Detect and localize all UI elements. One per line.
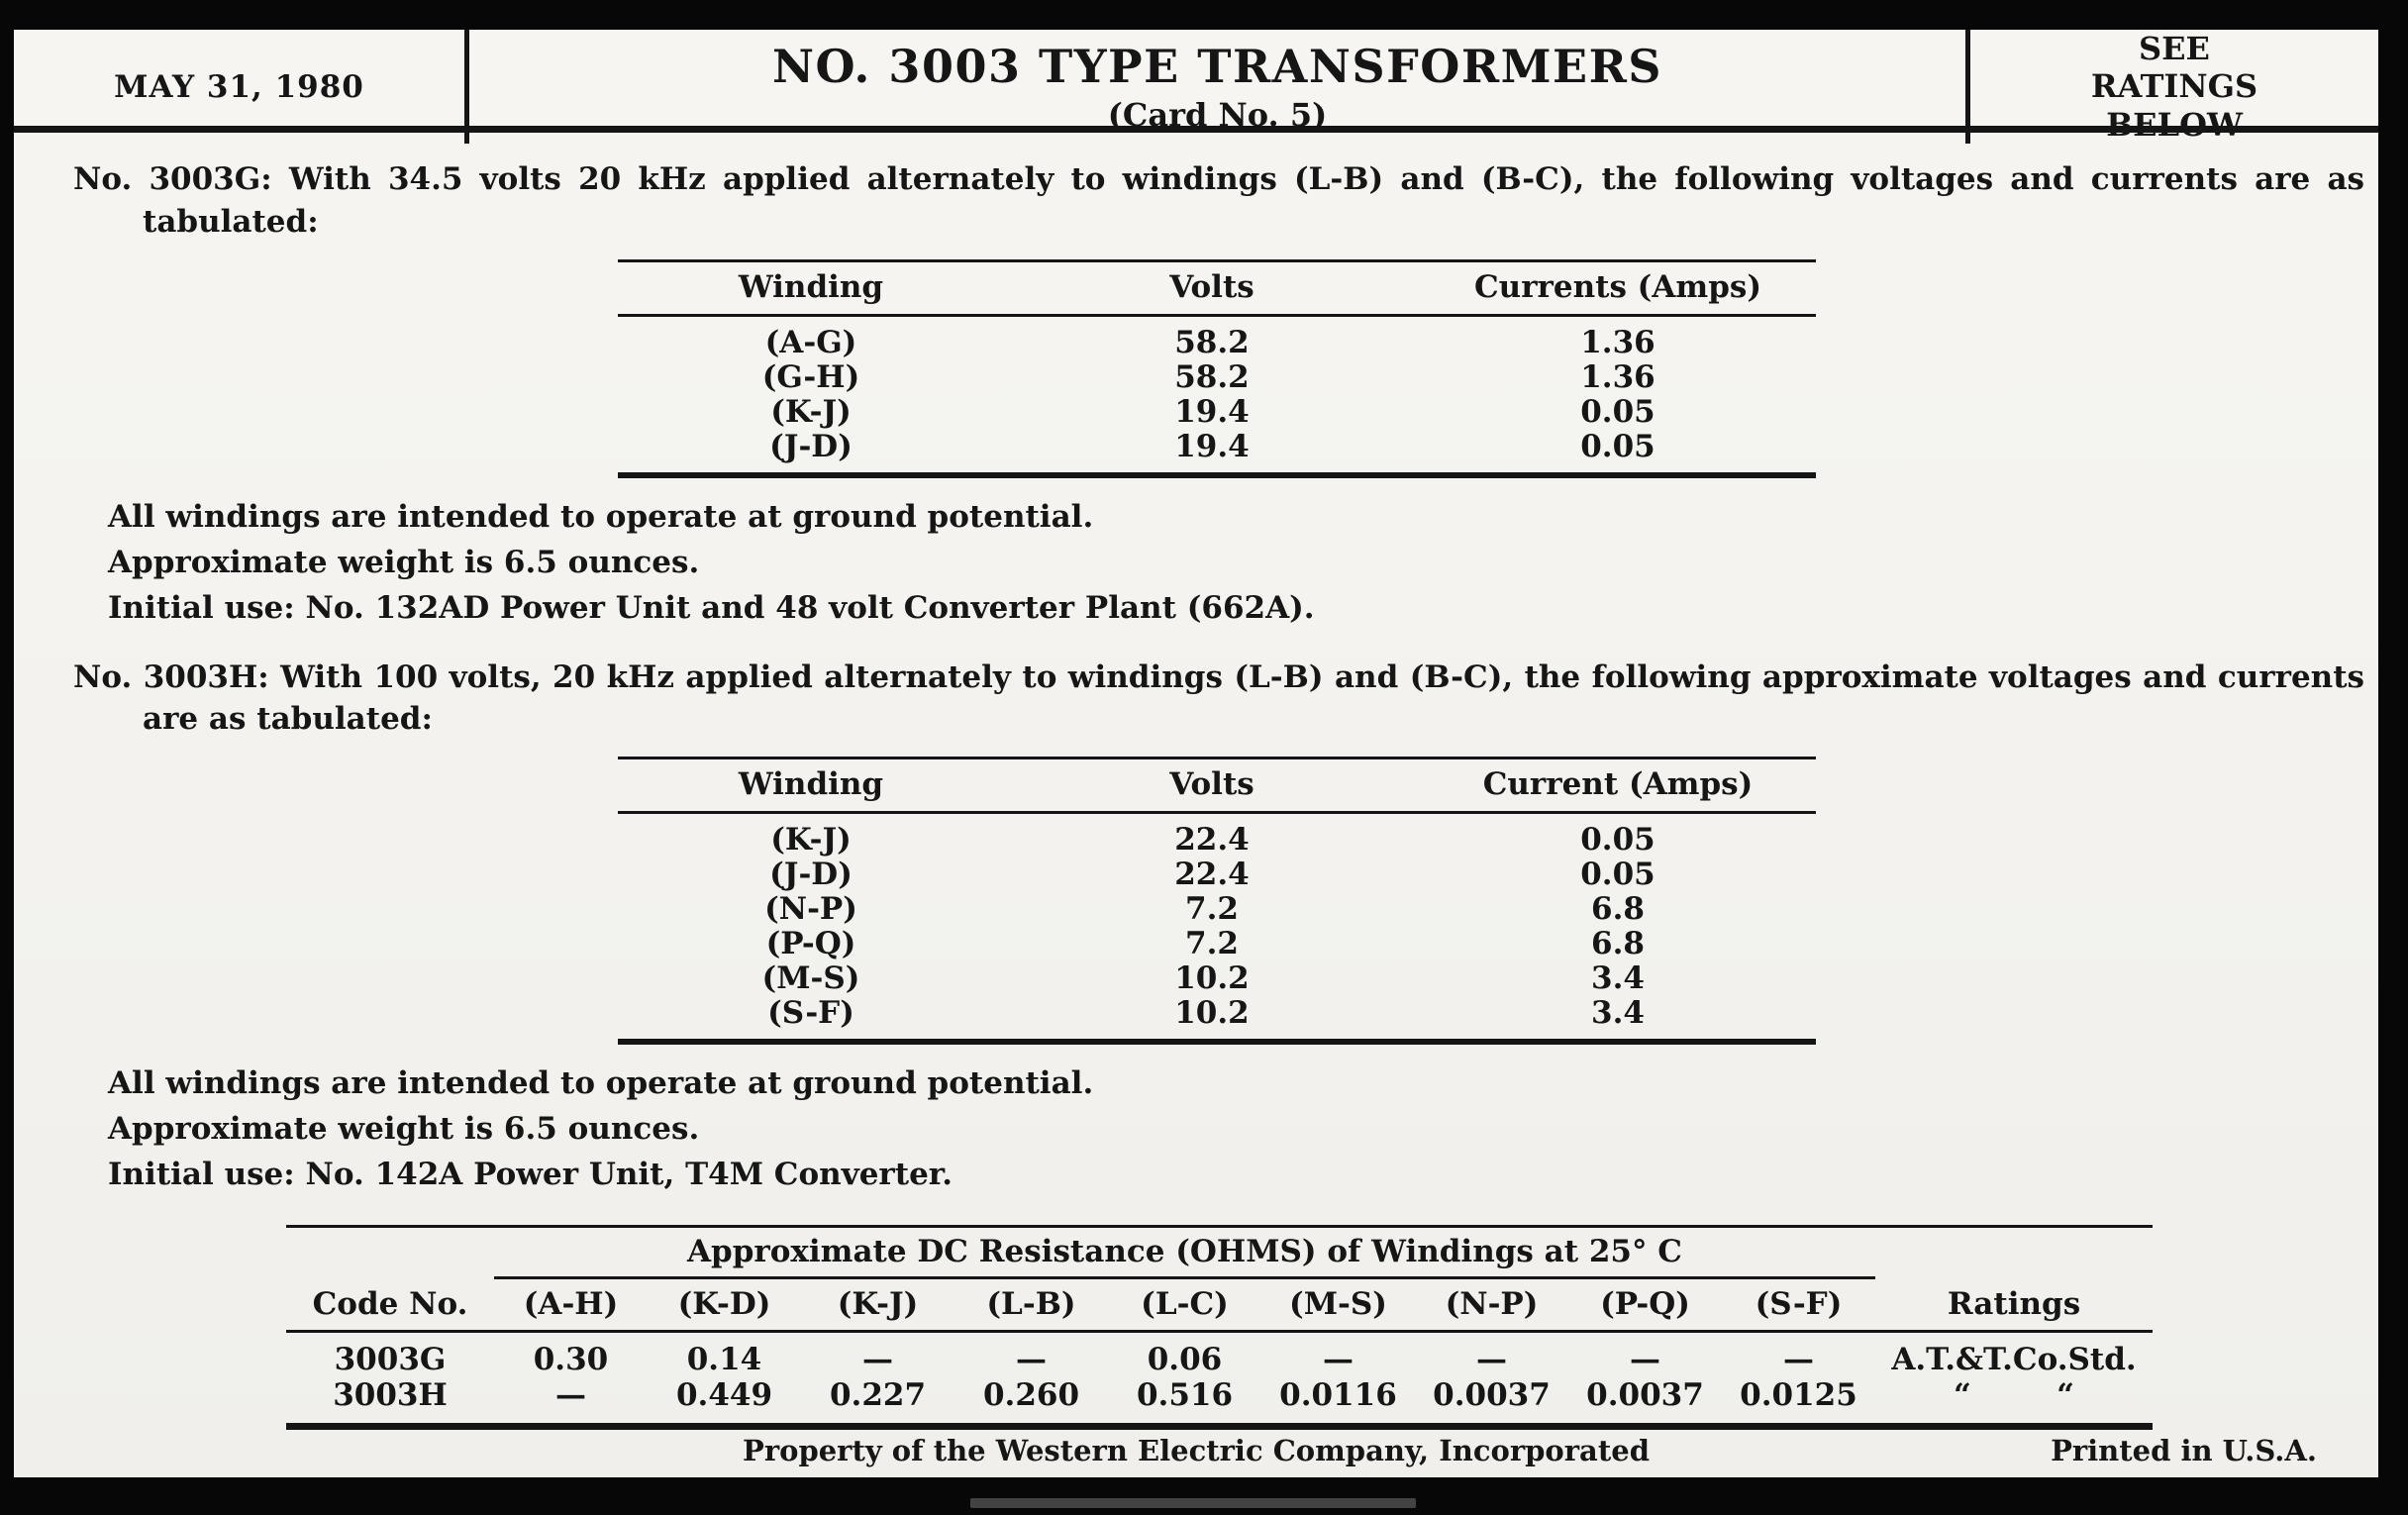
table-cell: 0.0116 <box>1279 1377 1397 1414</box>
table-cell: 1.36 <box>1580 358 1656 395</box>
ratings-note: SEE RATINGS BELOW <box>2090 30 2258 144</box>
column-header-winding: (A-H) <box>523 1286 619 1323</box>
table-row <box>618 927 1816 961</box>
column-header-winding: (P-Q) <box>1600 1286 1690 1323</box>
table-body <box>618 814 1816 1039</box>
card-number: (Card No. 5) <box>1107 96 1328 135</box>
table-body <box>286 1333 2153 1423</box>
table-header-row <box>618 759 1816 814</box>
table-row <box>618 360 1816 395</box>
ratings-note-cell <box>1970 30 2378 144</box>
table-cell: (P-Q) <box>765 926 856 962</box>
resistance-table-title-row <box>286 1228 2153 1279</box>
column-header-winding: (N-P) <box>1445 1286 1539 1323</box>
column-header-winding: (K-D) <box>677 1286 771 1323</box>
column-header-winding: (K-J) <box>837 1286 919 1323</box>
table-cell: (A-G) <box>764 324 857 360</box>
column-header-ratings: Ratings <box>1947 1286 2081 1323</box>
voltage-table-3003h <box>618 757 1816 1045</box>
page-title: NO. 3003 TYPE TRANSFORMERS <box>771 40 1663 94</box>
table-cell: (K-J) <box>770 822 852 858</box>
code-cell: 3003H <box>333 1377 448 1414</box>
table-cell: 22.4 <box>1174 822 1250 858</box>
section-3003g-intro: No. 3003G: With 34.5 volts 20 kHz applied alternately to windings (L-B) and (B-C), the following voltages and currents are as tabulated: <box>73 161 2364 240</box>
table-row <box>618 858 1816 892</box>
column-header-winding: (M-S) <box>1289 1286 1387 1323</box>
table-cell: 0.05 <box>1580 428 1656 464</box>
table-cell: 7.2 <box>1185 926 1239 962</box>
table-cell: — <box>1016 1342 1047 1378</box>
footer-printed-note: Printed in U.S.A. <box>2051 1434 2317 1467</box>
resistance-table <box>286 1225 2153 1430</box>
voltage-table-3003g <box>618 259 1816 478</box>
table-cell: 19.4 <box>1174 428 1250 464</box>
note-line: All windings are intended to operate at ground potential. <box>108 1065 1094 1102</box>
table-cell: 0.0125 <box>1740 1377 1857 1414</box>
table-cell: 22.4 <box>1174 857 1250 893</box>
rating-ditto-cell: “ “ <box>1953 1377 2074 1414</box>
table-cell: — <box>1476 1342 1507 1378</box>
table-header-row <box>618 262 1816 317</box>
resistance-table-title: Approximate DC Resistance (OHMS) of Windings at 25° C <box>494 1228 1875 1279</box>
table-body <box>618 317 1816 472</box>
table-cell: (K-J) <box>770 393 852 430</box>
table-cell: (M-S) <box>761 960 860 997</box>
column-header-winding: (L-B) <box>986 1286 1076 1323</box>
table-cell: 0.05 <box>1580 822 1656 858</box>
table-cell: (G-H) <box>761 358 860 395</box>
table-cell: 3.4 <box>1591 995 1645 1032</box>
column-header-winding: Winding <box>738 268 884 305</box>
note-line: Initial use: No. 132AD Power Unit and 48 volt Converter Plant (662A). <box>108 589 1315 626</box>
scan-artifact <box>970 1498 1416 1508</box>
table-cell: (S-F) <box>767 995 854 1032</box>
column-header-currents: Currents (Amps) <box>1473 268 1762 305</box>
card-footer <box>14 1434 2378 1467</box>
table-row <box>618 430 1816 464</box>
table-cell: 0.227 <box>829 1377 927 1414</box>
table-cell: 6.8 <box>1591 926 1645 962</box>
section-3003h-intro: No. 3003H: With 100 volts, 20 kHz applied alternately to windings (L-B) and (B-C), the following approximate voltages and currents are as tabulated: <box>73 658 2364 738</box>
table-row <box>618 996 1816 1031</box>
table-row <box>286 1342 2153 1377</box>
code-cell: 3003G <box>334 1342 447 1378</box>
rating-cell: A.T.&T.Co.Std. <box>1891 1342 2137 1378</box>
table-header-row <box>286 1279 2153 1333</box>
table-cell: 0.05 <box>1580 393 1656 430</box>
table-cell: 0.516 <box>1136 1377 1234 1414</box>
table-cell: — <box>555 1377 586 1414</box>
table-cell: — <box>862 1342 893 1378</box>
table-cell: 58.2 <box>1174 358 1250 395</box>
table-cell: 10.2 <box>1174 995 1250 1032</box>
table-cell: 6.8 <box>1591 891 1645 928</box>
table-cell: 0.14 <box>686 1342 762 1378</box>
footer-property-note: Property of the Western Electric Company, Incorporated <box>743 1434 1650 1467</box>
note-line: Approximate weight is 6.5 ounces. <box>108 544 700 580</box>
table-row <box>618 326 1816 360</box>
table-cell: 0.260 <box>982 1377 1080 1414</box>
table-cell: 7.2 <box>1185 891 1239 928</box>
column-header-current: Current (Amps) <box>1482 766 1754 803</box>
section-3003g-notes <box>108 494 2378 631</box>
table-row <box>618 395 1816 430</box>
table-row <box>286 1377 2153 1413</box>
column-header-code: Code No. <box>312 1286 468 1323</box>
table-cell: — <box>1323 1342 1354 1378</box>
table-row <box>618 961 1816 996</box>
column-header-winding: Winding <box>738 766 884 803</box>
table-cell: — <box>1783 1342 1814 1378</box>
datasheet-card <box>14 30 2378 1477</box>
header-title-block <box>464 30 1970 144</box>
table-cell: 3.4 <box>1591 960 1645 997</box>
note-line: All windings are intended to operate at ground potential. <box>108 498 1094 535</box>
table-cell: (N-P) <box>764 891 857 928</box>
column-header-volts: Volts <box>1169 268 1254 305</box>
section-3003h-notes <box>108 1060 2378 1197</box>
table-row <box>618 892 1816 927</box>
note-line: Initial use: No. 142A Power Unit, T4M Converter. <box>108 1157 953 1193</box>
table-cell: — <box>1630 1342 1660 1378</box>
column-header-volts: Volts <box>1169 766 1254 803</box>
table-cell: 0.0037 <box>1586 1377 1704 1414</box>
table-cell: 0.06 <box>1147 1342 1223 1378</box>
table-cell: 0.0037 <box>1433 1377 1551 1414</box>
column-header-winding: (S-F) <box>1755 1286 1843 1323</box>
card-header <box>14 30 2378 144</box>
table-cell: 0.449 <box>675 1377 773 1414</box>
table-cell: 0.05 <box>1580 857 1656 893</box>
table-row <box>618 823 1816 858</box>
table-cell: (J-D) <box>769 857 853 893</box>
table-cell: 10.2 <box>1174 960 1250 997</box>
table-cell: 1.36 <box>1580 324 1656 360</box>
note-line: Approximate weight is 6.5 ounces. <box>108 1111 700 1148</box>
column-header-winding: (L-C) <box>1141 1286 1229 1323</box>
table-cell: 0.30 <box>533 1342 609 1378</box>
table-cell: 58.2 <box>1174 324 1250 360</box>
table-cell: 19.4 <box>1174 393 1250 430</box>
header-date: MAY 31, 1980 <box>114 68 364 105</box>
table-cell: (J-D) <box>769 428 853 464</box>
